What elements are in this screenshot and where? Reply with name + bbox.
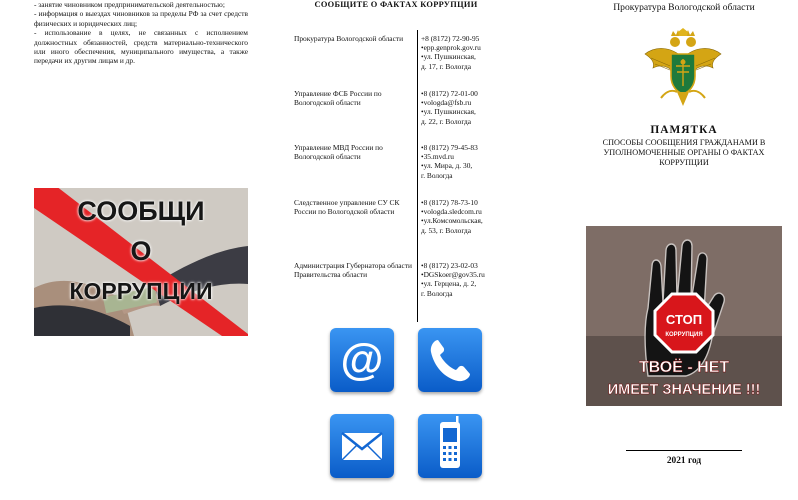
contact-email: •DGSkoer@gov35.ru bbox=[421, 270, 485, 280]
contact-org: Прокуратура Вологодской области bbox=[294, 34, 404, 43]
contact-city: г. Вологда bbox=[421, 170, 453, 180]
report-corruption-poster bbox=[34, 188, 248, 336]
contact-city: д. 17, г. Вологда bbox=[421, 61, 472, 71]
organization-header: Прокуратура Вологодской области bbox=[613, 2, 755, 13]
list-item: - информация о выездах чиновников за пределы РФ за счет средств физических и юридических лиц; bbox=[34, 9, 248, 28]
contact-org: Следственное управление СУ СК России по Вологодской области bbox=[294, 198, 400, 217]
mobile-phone-icon bbox=[418, 414, 482, 478]
contact-info bbox=[421, 261, 507, 298]
middle-panel bbox=[278, 0, 514, 500]
contact-web: •vologda.sledcom.ru bbox=[421, 207, 482, 217]
publication-year: 2021 год bbox=[666, 456, 702, 466]
contact-street: •ул. Герцена, д. 2, bbox=[421, 279, 477, 289]
left-panel bbox=[0, 0, 262, 500]
contact-web: •epp.genprok.gov.ru bbox=[421, 43, 481, 53]
right-panel bbox=[580, 0, 788, 500]
prosecutor-emblem-icon bbox=[641, 28, 725, 108]
contact-city: г. Вологда bbox=[421, 288, 453, 298]
poster-line-1: СООБЩИ bbox=[77, 196, 205, 226]
memo-title: ПАМЯТКА bbox=[650, 124, 718, 136]
contact-info bbox=[421, 34, 507, 71]
contact-street: •ул. Пушкинская, bbox=[421, 107, 476, 117]
phone-icon bbox=[418, 328, 482, 392]
poster-line-2: О bbox=[130, 236, 152, 266]
contact-phone: +8 (8172) 72-90-95 bbox=[421, 34, 480, 43]
poster-slogan-1: ТВОЁ - НЕТ bbox=[638, 359, 730, 376]
stop-corruption-poster bbox=[586, 226, 782, 406]
contact-phone: •8 (8172) 72-01-00 bbox=[421, 89, 478, 98]
poster-slogan-2: ИМЕЕТ ЗНАЧЕНИЕ !!! bbox=[607, 382, 761, 398]
contact-phone: •8 (8172) 78-73-10 bbox=[421, 198, 478, 207]
contact-info bbox=[421, 198, 507, 235]
column-divider bbox=[417, 30, 418, 322]
contact-street: •ул. Мира, д. 30, bbox=[421, 161, 473, 171]
memo-subtitle: СПОСОБЫ СООБЩЕНИЯ ГРАЖДАНАМИ В УПОЛНОМОЧЕННЫЕ ОРГАНЫ О ФАКТАХ КОРРУПЦИИ bbox=[602, 138, 766, 167]
contact-street: •ул.Комсомольская, bbox=[421, 216, 483, 226]
envelope-icon bbox=[330, 414, 394, 478]
list-item: - использование в целях, не связанных с исполнением должностных обязанностей, средств материально-технического или иного обеспечения, муниципального имущества, а также передачи их другим лицам и др. bbox=[34, 28, 248, 66]
contact-info bbox=[421, 143, 507, 180]
contact-org: Администрация Губернатора области Правительства области bbox=[294, 261, 412, 280]
contact-phone: •8 (8172) 79-45-83 bbox=[421, 143, 478, 152]
contact-info bbox=[421, 89, 507, 126]
contact-web: •35.mvd.ru bbox=[421, 152, 454, 162]
contacts-table bbox=[290, 30, 506, 322]
contact-street: •ул. Пушкинская, bbox=[421, 52, 476, 62]
year-divider bbox=[626, 450, 742, 451]
stop-sign-text: СТОП bbox=[665, 312, 703, 327]
contact-city: д. 22, г. Вологда bbox=[421, 116, 472, 126]
stop-sign-subtext: КОРРУПЦИЯ bbox=[665, 332, 703, 338]
stop-hand-image bbox=[586, 226, 782, 406]
contact-org: Управление ФСБ России по Вологодской области bbox=[294, 89, 382, 108]
bullet-list bbox=[0, 0, 248, 66]
email-at-icon bbox=[330, 328, 394, 392]
contact-phone: •8 (8172) 23-02-03 bbox=[421, 261, 478, 270]
poster-line-3: КОРРУПЦИИ bbox=[69, 278, 213, 304]
contacts-title: СООБЩИТЕ О ФАКТАХ КОРРУПЦИИ bbox=[314, 0, 478, 9]
contact-city: д. 53, г. Вологда bbox=[421, 225, 472, 235]
contact-org: Управление МВД России по Вологодской области bbox=[294, 143, 383, 162]
contact-email: •vologda@fsb.ru bbox=[421, 98, 472, 108]
list-item: - занятие чиновником предпринимательской деятельностью; bbox=[34, 0, 225, 9]
svg-text:@: @ bbox=[340, 335, 384, 384]
